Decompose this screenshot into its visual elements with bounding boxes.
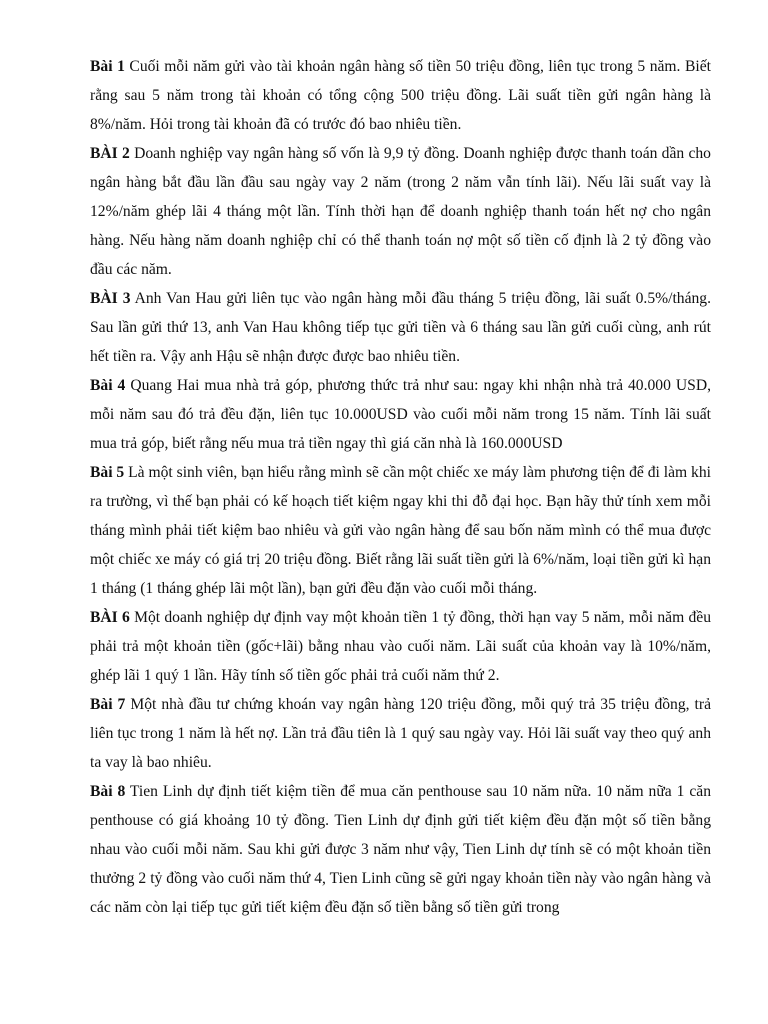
problem-5 xyxy=(90,458,711,603)
document-page xyxy=(90,52,711,922)
problem-3 xyxy=(90,284,711,371)
problem-label: BÀI 6 xyxy=(90,609,130,626)
problem-label: Bài 7 xyxy=(90,696,126,713)
problem-7 xyxy=(90,690,711,777)
problem-8 xyxy=(90,777,711,922)
problem-6 xyxy=(90,603,711,690)
problem-text: Là một sinh viên, bạn hiểu rằng mình sẽ cần một chiếc xe máy làm phương tiện để đi làm khi ra trường, vì thế bạn phải có kế hoạch tiết kiệm ngay khi thi đỗ đại học. Bạn hãy thử tính xem mỗi tháng mình phải tiết kiệm bao nhiêu và gửi vào ngân hàng để sau bốn năm mình có thể mua được một chiếc xe máy có giá trị 20 triệu đồng. Biết rằng lãi suất tiền gửi là 6%/năm, loại tiền gửi kì hạn 1 tháng (1 tháng ghép lãi một lần), bạn gửi đều đặn vào cuối mỗi tháng. xyxy=(90,464,711,597)
problem-text: Cuối mỗi năm gửi vào tài khoản ngân hàng số tiền 50 triệu đồng, liên tục trong 5 năm. Biết rằng sau 5 năm trong tài khoản có tổng cộng 500 triệu đồng. Lãi suất tiền gửi ngân hàng là 8%/năm. Hỏi trong tài khoản đã có trước đó bao nhiêu tiền. xyxy=(90,58,711,133)
problem-label: BÀI 3 xyxy=(90,290,131,307)
problem-1 xyxy=(90,52,711,139)
problem-2 xyxy=(90,139,711,284)
problem-label: BÀI 2 xyxy=(90,145,130,162)
problem-text: Một nhà đầu tư chứng khoán vay ngân hàng 120 triệu đồng, mỗi quý trả 35 triệu đồng, trả liên tục trong 1 năm là hết nợ. Lần trả đầu tiên là 1 quý sau ngày vay. Hỏi lãi suất vay theo quý anh ta vay là bao nhiêu. xyxy=(90,696,711,771)
problem-label: Bài 1 xyxy=(90,58,125,75)
problem-text: Tien Linh dự định tiết kiệm tiền để mua căn penthouse sau 10 năm nữa. 10 năm nữa 1 căn penthouse có giá khoảng 10 tỷ đồng. Tien Linh dự định gửi tiết kiệm đều đặn một số tiền bằng nhau vào cuối mỗi năm. Sau khi gửi được 3 năm như vậy, Tien Linh dự tính sẽ có một khoản tiền thưởng 2 tỷ đồng vào cuối năm thứ 4, Tien Linh cũng sẽ gửi ngay khoản tiền này vào ngân hàng và các năm còn lại tiếp tục gửi tiết kiệm đều đặn số tiền bằng số tiền gửi trong xyxy=(90,783,711,916)
problem-text: Một doanh nghiệp dự định vay một khoản tiền 1 tỷ đồng, thời hạn vay 5 năm, mỗi năm đều phải trả một khoản tiền (gốc+lãi) bằng nhau vào cuối năm. Lãi suất của khoản vay là 10%/năm, ghép lãi 1 quý 1 lần. Hãy tính số tiền gốc phải trả cuối năm thứ 2. xyxy=(90,609,711,684)
problem-text: Anh Van Hau gửi liên tục vào ngân hàng mỗi đầu tháng 5 triệu đồng, lãi suất 0.5%/tháng. Sau lần gửi thứ 13, anh Van Hau không tiếp tục gửi tiền và 6 tháng sau lần gửi cuối cùng, anh rút hết tiền ra. Vậy anh Hậu sẽ nhận được được bao nhiêu tiền. xyxy=(90,290,711,365)
problem-4 xyxy=(90,371,711,458)
problem-text: Quang Hai mua nhà trả góp, phương thức trả như sau: ngay khi nhận nhà trả 40.000 USD, mỗi năm sau đó trả đều đặn, liên tục 10.000USD vào cuối mỗi năm trong 15 năm. Tính lãi suất mua trả góp, biết rằng nếu mua trả tiền ngay thì giá căn nhà là 160.000USD xyxy=(90,377,711,452)
problem-label: Bài 8 xyxy=(90,783,126,800)
problem-text: Doanh nghiệp vay ngân hàng số vốn là 9,9 tỷ đồng. Doanh nghiệp được thanh toán dần cho ngân hàng bắt đầu lần đầu sau ngày vay 2 năm (trong 2 năm vẫn tính lãi). Nếu lãi suất vay là 12%/năm ghép lãi 4 tháng một lần. Tính thời hạn để doanh nghiệp thanh toán hết nợ cho ngân hàng. Nếu hàng năm doanh nghiệp chỉ có thể thanh toán nợ một số tiền cố định là 2 tỷ đồng vào đầu các năm. xyxy=(90,145,711,278)
problem-label: Bài 4 xyxy=(90,377,126,394)
problem-label: Bài 5 xyxy=(90,464,125,481)
